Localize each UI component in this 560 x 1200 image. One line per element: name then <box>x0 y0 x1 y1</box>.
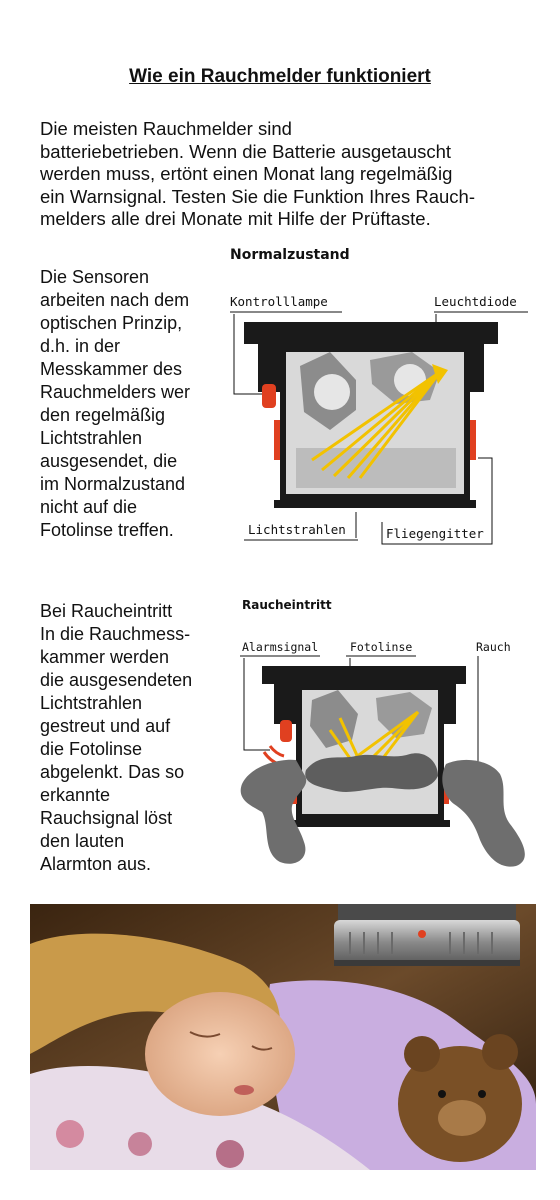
insect-screen-left <box>274 420 280 460</box>
text-line: abgelenkt. Das so <box>40 762 185 782</box>
text-line: Bei Raucheintritt <box>40 601 173 621</box>
insect-screen-right <box>470 420 476 460</box>
text-line: Rauchmelders wer <box>40 382 191 402</box>
photo-sleeping-child <box>30 904 536 1170</box>
text-line: In die Rauchmess- <box>40 624 191 644</box>
label-fotolinse: Fotolinse <box>350 640 413 654</box>
alarm-signal-wave <box>270 746 284 756</box>
detector-led <box>418 930 426 938</box>
photo-illustration <box>30 904 536 1170</box>
text-line: d.h. in der <box>40 336 121 356</box>
detector-base <box>274 500 476 508</box>
text-line: kammer werden <box>40 647 170 667</box>
text-line: den lauten <box>40 831 125 851</box>
teddy-ear <box>404 1036 440 1072</box>
detector-top-plate <box>244 322 498 344</box>
pillow-flower-pattern <box>128 1132 152 1156</box>
text-line: den regelmäßig <box>40 405 166 425</box>
text-line: Messkammer des <box>40 359 183 379</box>
text-line: arbeiten nach dem <box>40 290 190 310</box>
pillow-flower-pattern <box>216 1140 244 1168</box>
text-line: die Fotolinse <box>40 739 143 759</box>
teddy-snout <box>438 1100 486 1136</box>
detector-base <box>290 820 450 827</box>
smoke-detector-rim <box>334 960 520 966</box>
optical-lens <box>314 374 350 410</box>
text-line: Rauchsignal löst <box>40 808 173 828</box>
text-line: Alarmton aus. <box>40 854 152 874</box>
text-line: Lichtstrahlen <box>40 428 143 448</box>
label-kontrolllampe: Kontrolllampe <box>230 294 328 309</box>
mouth <box>234 1085 254 1095</box>
intro-line: ein Warnsignal. Testen Sie die Funktion Ihres Rauch- <box>40 185 475 207</box>
text-line: Lichtstrahlen <box>40 693 143 713</box>
teddy-eye <box>478 1090 486 1098</box>
intro-line: melders alle drei Monate mit Hilfe der Prüftaste. <box>40 208 431 229</box>
intro-line: batteriebetrieben. Wenn die Batterie ausgetauscht <box>40 140 452 162</box>
teddy-ear <box>482 1034 518 1070</box>
smoke-plume-right <box>442 760 525 867</box>
text-line: die ausgesendeten <box>40 670 193 690</box>
page-title: Wie ein Rauchmelder funktioniert <box>129 66 431 87</box>
detector-mount <box>338 904 516 920</box>
normal-diagram-title: Normalzustand <box>230 247 350 263</box>
label-rauch: Rauch <box>476 640 511 654</box>
alarm-lamp <box>280 720 292 742</box>
smoke-in-chamber <box>305 753 438 792</box>
control-lamp <box>262 384 276 408</box>
teddy-eye <box>438 1090 446 1098</box>
text-line: optischen Prinzip, <box>40 313 183 333</box>
text-line: ausgesendet, die <box>40 451 178 471</box>
label-fliegengitter: Fliegengitter <box>386 526 484 541</box>
text-line: erkannte <box>40 785 111 805</box>
label-lichtstrahlen: Lichtstrahlen <box>248 522 346 537</box>
detector-top-plate <box>262 666 466 684</box>
normal-state-diagram <box>230 247 528 544</box>
text-line: gestreut und auf <box>40 716 171 736</box>
intro-line: werden muss, ertönt einen Monat lang regelmäßig <box>40 163 453 184</box>
label-leuchtdiode: Leuchtdiode <box>434 294 517 309</box>
smoke-diagram-title: Raucheintritt <box>242 598 332 612</box>
child-face <box>145 992 295 1116</box>
intro-line: Die meisten Rauchmelder sind <box>40 118 292 139</box>
text-line: nicht auf die <box>40 497 138 517</box>
text-line: Die Sensoren <box>40 267 150 287</box>
text-line: im Normalzustand <box>40 474 186 494</box>
label-alarmsignal: Alarmsignal <box>242 640 319 654</box>
pillow-flower-pattern <box>56 1120 84 1148</box>
smoke-state-diagram <box>240 598 525 867</box>
text-line: Fotolinse treffen. <box>40 520 174 540</box>
